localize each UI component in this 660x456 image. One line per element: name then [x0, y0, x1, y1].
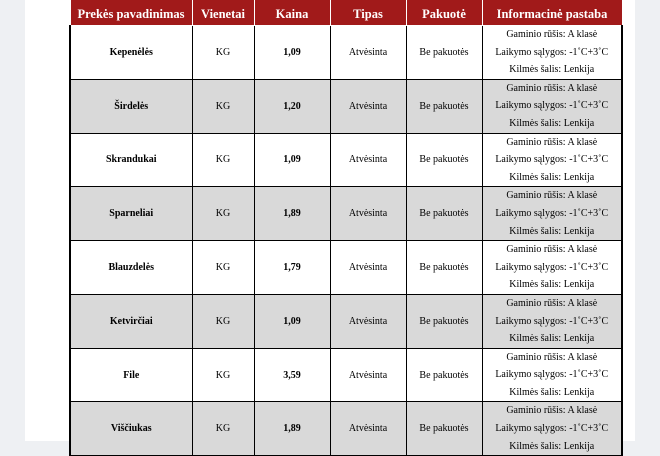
unit-cell: KG	[192, 294, 254, 348]
info-note-line: Kilmės šalis: Lenkija	[509, 64, 595, 76]
type-cell: Atvėsinta	[330, 294, 406, 348]
document-page	[25, 0, 635, 452]
unit-cell: KG	[192, 187, 254, 241]
info-note-line: Gaminio rūšis: A klasė	[506, 297, 598, 309]
price-cell: 1,09	[254, 26, 330, 80]
info-note-line: Laikymo sąlygos: -1˚C+3˚C	[495, 46, 609, 58]
info-note-line: Gaminio rūšis: A klasė	[506, 136, 598, 148]
info-note-cell	[482, 402, 622, 456]
info-note-line: Laikymo sąlygos: -1˚C+3˚C	[495, 315, 609, 327]
package-cell: Be pakuotės	[406, 187, 482, 241]
unit-cell: KG	[192, 133, 254, 187]
table-row	[70, 133, 622, 187]
unit-cell: KG	[192, 26, 254, 80]
info-note-line: Laikymo sąlygos: -1˚C+3˚C	[495, 154, 609, 166]
info-note-line: Kilmės šalis: Lenkija	[509, 117, 595, 129]
type-cell: Atvėsinta	[330, 133, 406, 187]
type-cell: Atvėsinta	[330, 402, 406, 456]
info-note-line: Kilmės šalis: Lenkija	[509, 225, 595, 237]
package-cell: Be pakuotės	[406, 133, 482, 187]
info-note-cell	[482, 133, 622, 187]
info-note-line: Laikymo sąlygos: -1˚C+3˚C	[495, 100, 609, 112]
price-cell: 1,09	[254, 294, 330, 348]
info-note-line: Kilmės šalis: Lenkija	[509, 440, 595, 452]
product-name-cell: Širdelės	[70, 79, 192, 133]
product-name-cell: Ketvirčiai	[70, 294, 192, 348]
info-note-line: Laikymo sąlygos: -1˚C+3˚C	[495, 423, 609, 435]
header-package: Pakuotė	[406, 0, 482, 26]
header-unit: Vienetai	[192, 0, 254, 26]
info-note-line: Gaminio rūšis: A klasė	[506, 190, 598, 202]
table-row	[70, 187, 622, 241]
info-note-line: Laikymo sąlygos: -1˚C+3˚C	[495, 207, 609, 219]
header-name: Prekės pavadinimas	[70, 0, 192, 26]
price-cell: 1,89	[254, 187, 330, 241]
type-cell: Atvėsinta	[330, 187, 406, 241]
info-note-line: Kilmės šalis: Lenkija	[509, 386, 595, 398]
header-price: Kaina	[254, 0, 330, 26]
product-name-cell: Sparneliai	[70, 187, 192, 241]
info-note-cell	[482, 294, 622, 348]
price-cell: 1,89	[254, 402, 330, 456]
info-note-line: Gaminio rūšis: A klasė	[506, 29, 598, 40]
header-type: Tipas	[330, 0, 406, 26]
package-cell: Be pakuotės	[406, 402, 482, 456]
type-cell: Atvėsinta	[330, 79, 406, 133]
price-cell: 1,09	[254, 133, 330, 187]
product-name-cell: Blauzdelės	[70, 241, 192, 295]
unit-cell: KG	[192, 348, 254, 402]
type-cell: Atvėsinta	[330, 241, 406, 295]
unit-cell: KG	[192, 79, 254, 133]
info-note-line: Laikymo sąlygos: -1˚C+3˚C	[495, 369, 609, 381]
type-cell: Atvėsinta	[330, 348, 406, 402]
info-note-line: Kilmės šalis: Lenkija	[509, 333, 595, 345]
info-note-line: Kilmės šalis: Lenkija	[509, 171, 595, 183]
product-name-cell: Kepenėlės	[70, 26, 192, 80]
table-row	[70, 26, 622, 80]
package-cell: Be pakuotės	[406, 241, 482, 295]
info-note-line: Laikymo sąlygos: -1˚C+3˚C	[495, 261, 609, 273]
package-cell: Be pakuotės	[406, 294, 482, 348]
info-note-line: Gaminio rūšis: A klasė	[506, 351, 598, 363]
table-row	[70, 348, 622, 402]
header-info: Informacinė pastaba	[482, 0, 622, 26]
unit-cell: KG	[192, 241, 254, 295]
info-note-cell	[482, 187, 622, 241]
info-note-cell	[482, 26, 622, 80]
package-cell: Be pakuotės	[406, 348, 482, 402]
info-note-cell	[482, 241, 622, 295]
info-note-line: Kilmės šalis: Lenkija	[509, 279, 595, 291]
unit-cell: KG	[192, 402, 254, 456]
price-cell: 1,20	[254, 79, 330, 133]
info-note-line: Gaminio rūšis: A klasė	[506, 244, 598, 256]
price-cell: 3,59	[254, 348, 330, 402]
table-header-row	[70, 0, 622, 26]
info-note-cell	[482, 79, 622, 133]
product-name-cell: Skrandukai	[70, 133, 192, 187]
table-row	[70, 79, 622, 133]
info-note-cell	[482, 348, 622, 402]
product-name-cell: Viščiukas	[70, 402, 192, 456]
table-row	[70, 402, 622, 456]
price-table	[69, 0, 623, 456]
package-cell: Be pakuotės	[406, 79, 482, 133]
table-body	[70, 26, 622, 456]
info-note-line: Gaminio rūšis: A klasė	[506, 405, 598, 417]
table-row	[70, 241, 622, 295]
table-row	[70, 294, 622, 348]
info-note-line: Gaminio rūšis: A klasė	[506, 82, 598, 94]
product-name-cell: File	[70, 348, 192, 402]
package-cell: Be pakuotės	[406, 26, 482, 80]
price-cell: 1,79	[254, 241, 330, 295]
type-cell: Atvėsinta	[330, 26, 406, 80]
